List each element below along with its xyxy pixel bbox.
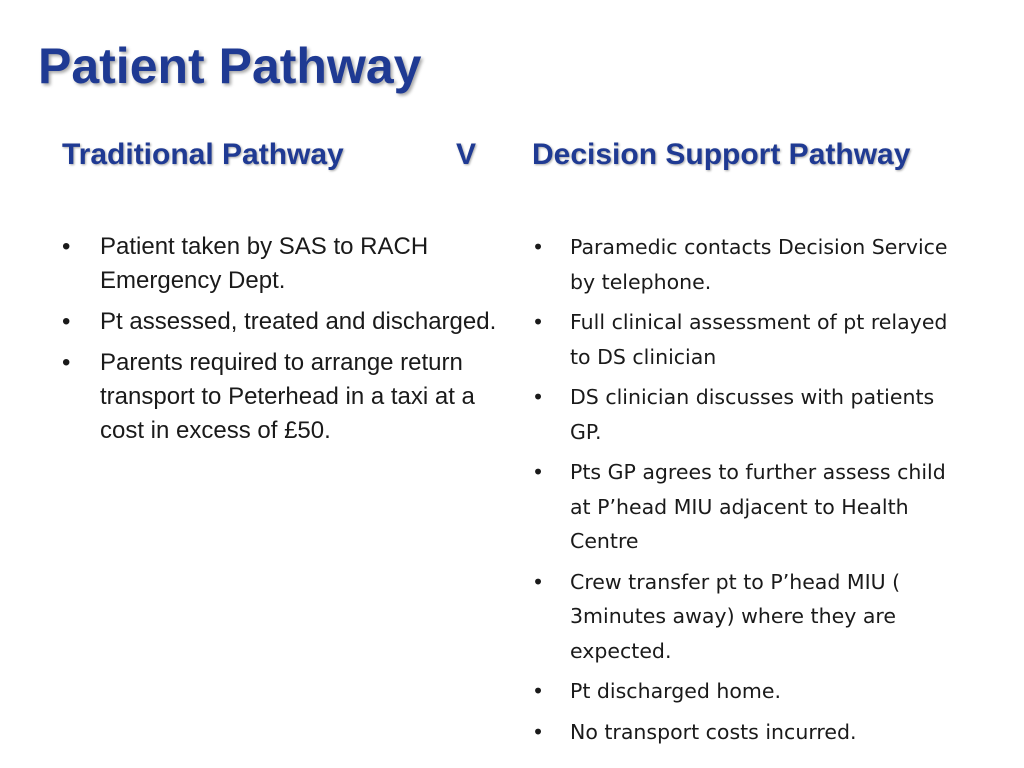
- decision-support-pathway-heading: Decision Support Pathway: [532, 138, 911, 171]
- bullet-icon: •: [532, 679, 545, 703]
- list-item: [532, 455, 952, 559]
- list-item-text: DS clinician discusses with patients GP.: [570, 385, 935, 444]
- bullet-icon: •: [532, 235, 545, 259]
- list-item-text: Paramedic contacts Decision Service by telephone.: [570, 235, 948, 294]
- list-item-text: Parents required to arrange return transport to Peterhead in a taxi at a cost in excess of £50.: [100, 349, 475, 444]
- list-item-text: Patient taken by SAS to RACH Emergency Dept.: [100, 233, 429, 294]
- bullet-icon: •: [532, 385, 545, 409]
- list-item-text: Full clinical assessment of pt relayed to DS clinician: [570, 310, 948, 369]
- list-item: [532, 674, 952, 709]
- list-item: [532, 230, 952, 299]
- list-item: [532, 715, 952, 750]
- list-item: [532, 380, 952, 449]
- decision-support-pathway-list: [532, 230, 952, 755]
- list-item: [532, 305, 952, 374]
- bullet-icon: •: [532, 719, 545, 744]
- slide-title: Patient Pathway: [38, 38, 422, 94]
- bullet-icon: •: [532, 310, 545, 334]
- list-item-text: Crew transfer pt to P’head MIU ( 3minutes away) where they are expected.: [570, 569, 901, 663]
- traditional-pathway-list: [62, 230, 502, 455]
- bullet-icon: •: [532, 460, 545, 484]
- list-item: [62, 346, 502, 448]
- bullet-icon: •: [62, 349, 71, 376]
- list-item: [532, 565, 952, 669]
- list-item-text: No transport costs incurred.: [570, 719, 857, 744]
- versus-label: V: [456, 138, 477, 171]
- list-item: [62, 305, 502, 339]
- traditional-pathway-heading: Traditional Pathway: [62, 138, 344, 171]
- list-item: [62, 230, 502, 298]
- list-item-text: Pts GP agrees to further assess child at P’head MIU adjacent to Health Centre: [570, 460, 946, 553]
- bullet-icon: •: [62, 233, 71, 260]
- list-item-text: Pt discharged home.: [570, 679, 781, 703]
- bullet-icon: •: [62, 308, 71, 335]
- bullet-icon: •: [532, 569, 545, 594]
- list-item-text: Pt assessed, treated and discharged.: [100, 308, 497, 335]
